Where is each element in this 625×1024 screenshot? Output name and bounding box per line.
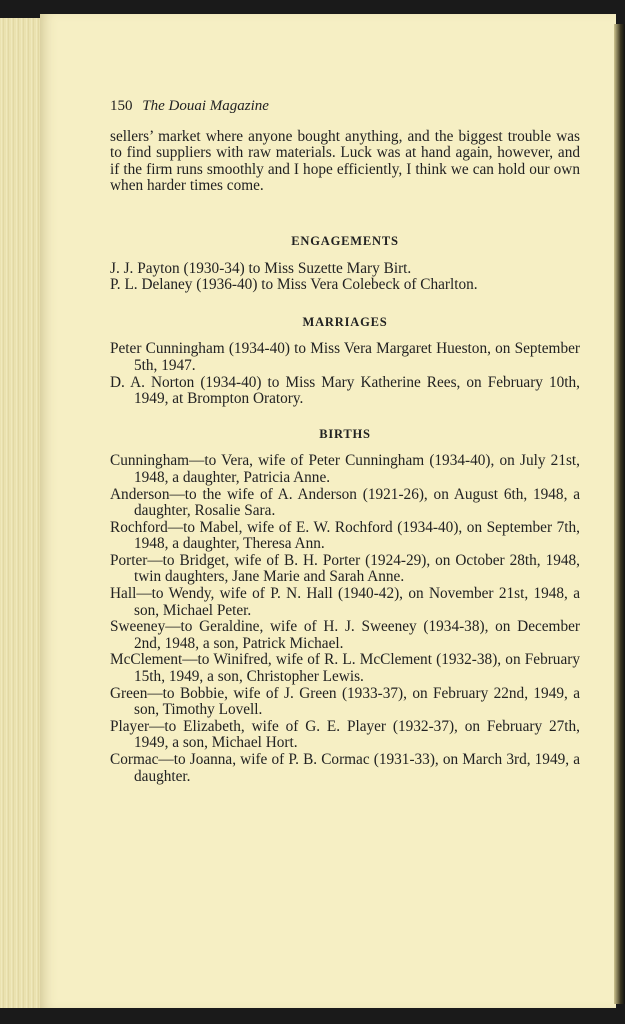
list-item: Cormac—to Joanna, wife of P. B. Cormac (1931-33), on March 3rd, 1949, a daughter.: [110, 751, 580, 785]
book-spine-shadow: [614, 24, 625, 1004]
section-heading: ENGAGEMENTS: [291, 233, 399, 248]
list-item: Rochford—to Mabel, wife of E. W. Rochford (1934-40), on September 7th, 1948, a daughter, Theresa Ann.: [110, 518, 580, 553]
list-item: Hall—to Wendy, wife of P. N. Hall (1940-42), on November 21st, 1948, a son, Michael Peter.: [110, 585, 580, 619]
section-births: [110, 426, 580, 785]
list-item: Player—to Elizabeth, wife of G. E. Player (1932-37), on February 27th, 1949, a son, Michael Hort.: [110, 717, 580, 752]
list-item: P. L. Delaney (1936-40) to Miss Vera Colebeck of Charlton.: [110, 276, 478, 294]
list-item: Peter Cunningham (1934-40) to Miss Vera Margaret Hueston, on September 5th, 1947.: [110, 340, 580, 374]
section-heading: BIRTHS: [319, 426, 371, 441]
publication-title: The Douai Magazine: [142, 98, 269, 114]
list-item: Sweeney—to Geraldine, wife of H. J. Sweeney (1934-38), on December 2nd, 1948, a son, Patrick Michael.: [110, 618, 580, 652]
list-item: Anderson—to the wife of A. Anderson (1921-26), on August 6th, 1948, a daughter, Rosalie Sara.: [110, 485, 580, 520]
list-item: Green—to Bobbie, wife of J. Green (1933-37), on February 22nd, 1949, a son, Timothy Lovell.: [110, 684, 580, 719]
section-heading: MARRIAGES: [302, 314, 388, 329]
lead-paragraph: sellers’ market where anyone bought anything, and the biggest trouble was to find suppliers with raw materials. Luck was at hand again, however, and if the firm runs smoothly and I hope efficiently, I think we can hold our own when harder times come.: [110, 127, 580, 195]
book-page-edges: [0, 18, 44, 1008]
list-item: D. A. Norton (1934-40) to Miss Mary Katherine Rees, on February 10th, 1949, at Brompton Oratory.: [110, 373, 580, 408]
page-content: [110, 98, 580, 803]
page-number: 150: [110, 98, 133, 114]
section-marriages: [110, 314, 580, 408]
list-item: Porter—to Bridget, wife of B. H. Porter (1924-29), on October 28th, 1948, twin daughters, Jane Marie and Sarah Anne.: [110, 551, 580, 586]
list-item: Cunningham—to Vera, wife of Peter Cunningham (1934-40), on July 21st, 1948, a daughter, Patricia Anne.: [110, 452, 580, 486]
section-engagements: [110, 233, 580, 294]
list-item: J. J. Payton (1930-34) to Miss Suzette Mary Birt.: [110, 259, 412, 277]
running-head: [110, 98, 580, 115]
list-item: McClement—to Winifred, wife of R. L. McClement (1932-38), on February 15th, 1949, a son, Christopher Lewis.: [110, 651, 580, 686]
